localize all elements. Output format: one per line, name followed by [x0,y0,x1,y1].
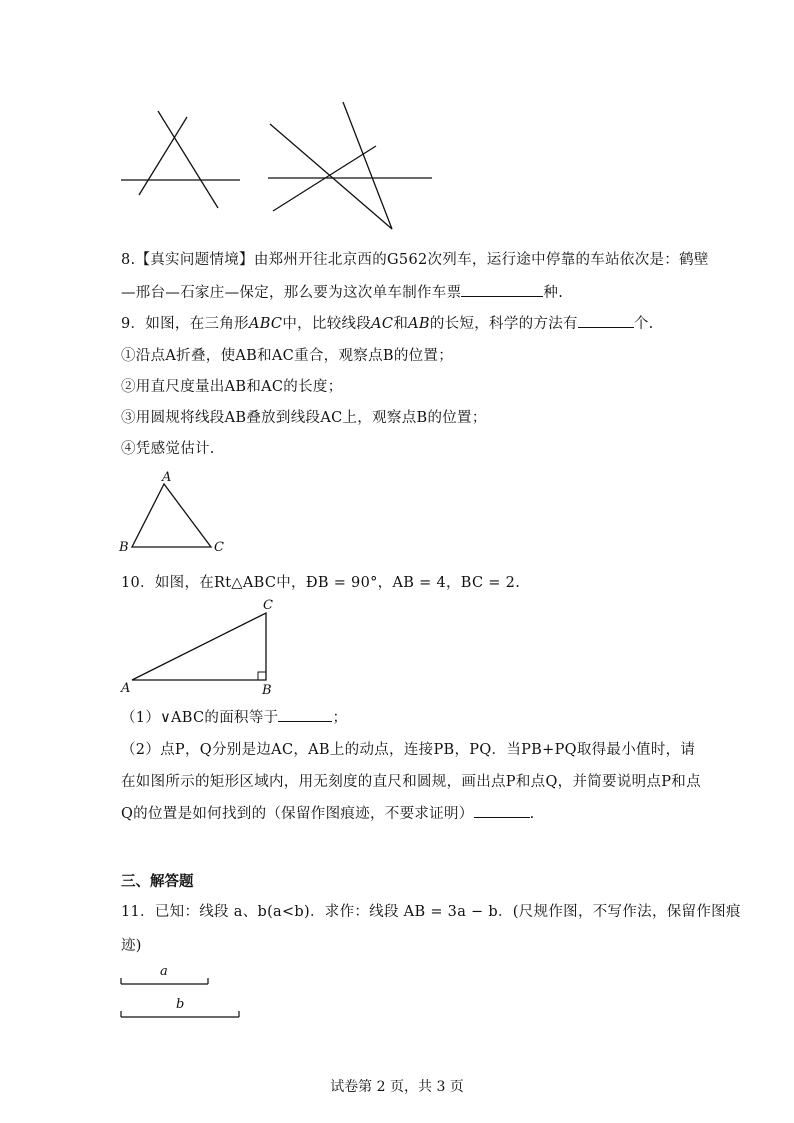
q9-label-c: C [214,540,224,555]
q8-line-1: 8.【真实问题情境】由郑州开往北京西的G562次列车，运行途中停靠的车站依次是：鹤壁 [121,252,709,268]
q10-part-2-line-1: （2）点P，Q分别是边AC，AB上的动点，连接PB，PQ．当PB+PQ取得最小值时，请 [121,742,696,758]
segment-b-label: b [176,997,185,1012]
q10-part-2-line-3-end: . [529,806,535,822]
section-title: 三、解答题 [121,874,194,890]
q11-line-2: 迹) [121,938,142,954]
q9-stem-e: 和 [393,316,409,332]
q9-option-3: ③用圆规将线段AB叠放到线段AC上，观察点B的位置； [121,410,487,426]
q9-stem-a: 9．如图，在三角形 [121,316,249,332]
q9-stem-d: AC [371,316,394,332]
q9-stem-b: ABC [248,316,283,332]
q10-label-b: B [262,683,272,698]
q9-stem-c: 中，比较线段 [282,316,372,332]
q8-line-2-text: —邢台—石家庄—保定，那么要为这次单车制作车票 [121,285,462,301]
q9-label-a: A [162,470,172,485]
page-footer: 试卷第 2 页，共 3 页 [330,1079,464,1095]
q9-stem-h: 个. [633,316,654,332]
q9-option-1: ①沿点A折叠，使AB和AC重合，观察点B的位置； [121,348,454,364]
q10-label-c: C [263,598,273,613]
q10-part-2-line-2: 在如图所示的矩形区域内，用无刻度的直尺和圆规，画出点P和点Q，并简要说明点P和点 [121,774,701,790]
q9-stem-f: AB [408,316,430,332]
segment-a-label: a [160,964,168,979]
q10-part-2-line-3-text: Q的位置是如何找到的（保留作图痕迹，不要求证明） [121,806,474,822]
q10-part-1-end: ； [332,710,348,726]
q9-stem-g: 的长短，科学的方法有 [429,316,578,332]
q11-line-1: 11．已知：线段 a、b(a<b)．求作：线段 AB = 3a − b．(尺规作图，不写作法，保留作图痕 [121,904,741,920]
q9-option-4: ④凭感觉估计. [121,441,215,457]
q8-line-2-end: 种. [543,285,564,301]
q9-option-2: ②用直尺度量出AB和AC的长度； [121,379,343,395]
q10-label-a: A [121,681,131,696]
q10-stem: 10．如图，在Rt△ABC中，ÐB = 90°，AB = 4，BC = 2. [121,575,521,591]
q10-part-1-text: （1）∨ABC的面积等于 [121,710,279,726]
q9-label-b: B [119,540,129,555]
